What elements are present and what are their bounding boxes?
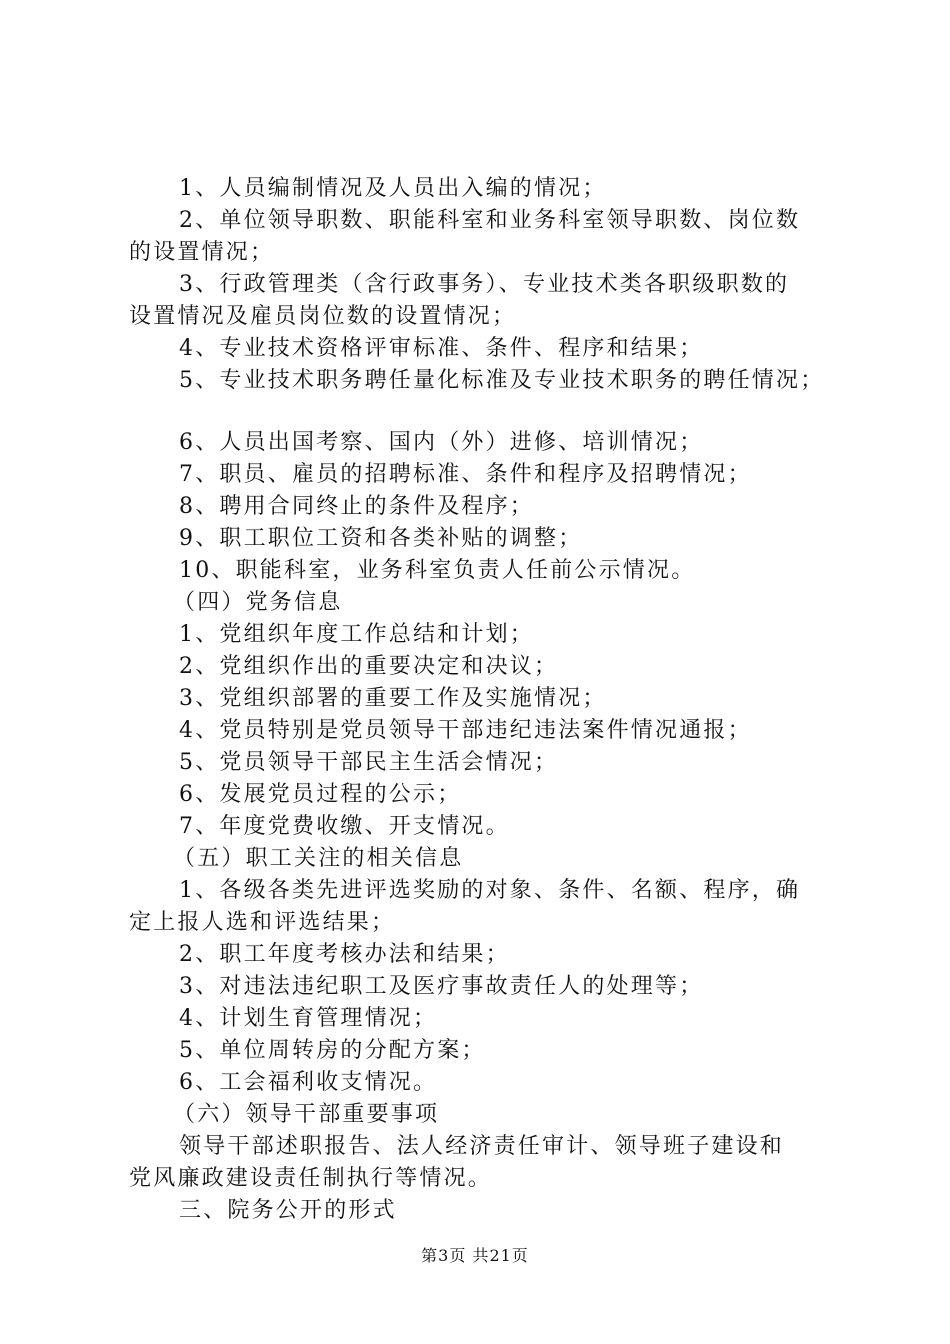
- text-line: 6、工会福利收支情况。: [179, 1070, 438, 1095]
- text-line: 设置情况及雇员岗位数的设置情况；: [129, 304, 517, 329]
- text-line: 4、党员特别是党员领导干部违纪违法案件情况通报；: [179, 718, 752, 743]
- document-body: [129, 173, 839, 1227]
- text-line: 1、各级各类先进评选奖励的对象、条件、名额、程序，确: [179, 878, 801, 903]
- text-line: 5、党员领导干部民主生活会情况；: [179, 750, 559, 775]
- text-line: 10、职能科室，业务科室负责人任前公示情况。: [179, 558, 696, 583]
- section-heading: （六）领导干部重要事项: [173, 1102, 440, 1127]
- text-line: 4、专业技术资格评审标准、条件、程序和结果；: [179, 336, 704, 361]
- text-line: 6、人员出国考察、国内（外）进修、培训情况；: [179, 430, 704, 455]
- paragraph-gap: [129, 397, 839, 427]
- text-line: 3、行政管理类（含行政事务）、专业技术类各职级职数的: [179, 272, 790, 297]
- text-line: 定上报人选和评选结果；: [129, 910, 396, 935]
- section-heading: （五）职工关注的相关信息: [173, 846, 464, 871]
- page-number: 第3页 共21页: [421, 1246, 529, 1265]
- text-line: 领导干部述职报告、法人经济责任审计、领导班子建设和: [179, 1134, 785, 1159]
- section-heading: （四）党务信息: [173, 590, 343, 615]
- text-line: 8、聘用合同终止的条件及程序；: [179, 494, 534, 519]
- text-line: 2、党组织作出的重要决定和决议；: [179, 654, 559, 679]
- text-line: 3、对违法违纪职工及医疗事故责任人的处理等；: [179, 974, 704, 999]
- text-line: 3、党组织部署的重要工作及实施情况；: [179, 686, 607, 711]
- text-line: 2、单位领导职数、职能科室和业务科室领导职数、岗位数: [179, 208, 801, 233]
- text-line: 6、发展党员过程的公示；: [179, 782, 462, 807]
- text-line: 的设置情况；: [129, 240, 275, 265]
- text-line: 9、职工职位工资和各类补贴的调整；: [179, 526, 583, 551]
- text-line: 1、人员编制情况及人员出入编的情况；: [179, 176, 607, 201]
- text-line: 1、党组织年度工作总结和计划；: [179, 622, 534, 647]
- text-line: 5、专业技术职务聘任量化标准及专业技术职务的聘任情况；: [179, 368, 825, 393]
- text-line: 7、年度党费收缴、开支情况。: [179, 814, 510, 839]
- text-line: 5、单位周转房的分配方案；: [179, 1038, 486, 1063]
- text-line: 2、职工年度考核办法和结果；: [179, 942, 510, 967]
- text-line: 7、职员、雇员的招聘标准、条件和程序及招聘情况；: [179, 462, 752, 487]
- text-line: 党风廉政建设责任制执行等情况。: [129, 1166, 493, 1191]
- section-heading: 三、院务公开的形式: [179, 1198, 397, 1223]
- text-line: 4、计划生育管理情况；: [179, 1006, 438, 1031]
